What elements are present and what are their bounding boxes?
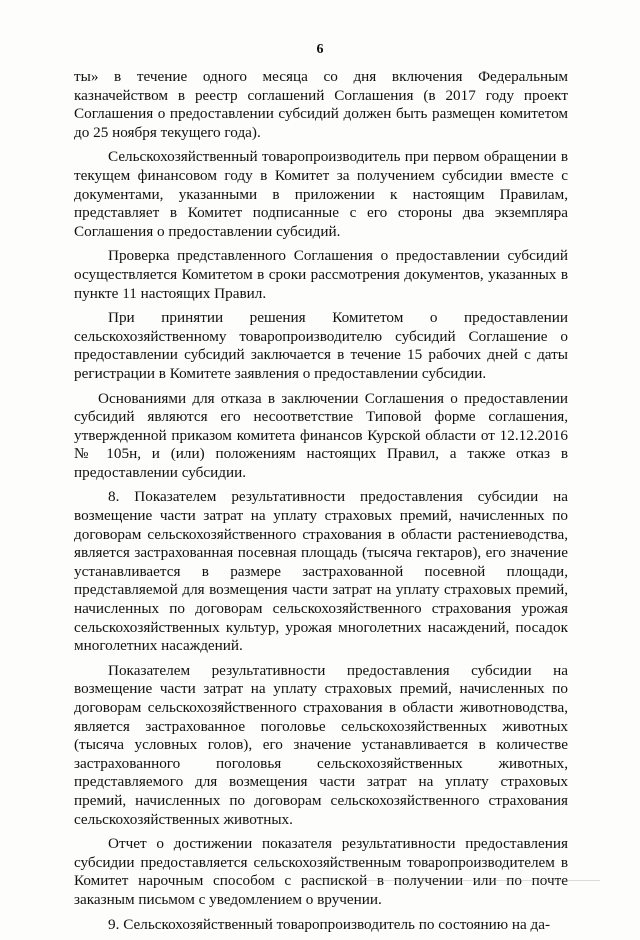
page-number: 6 xyxy=(316,42,324,57)
paragraph-item-8-crop-indicator: 8. Показателем результативности предоставления субсидии на возмещение части затрат на уплату страховых премий, начисленных по договорам сельскохозяйственного страхования в области растениеводства, является застрахованная посевная площадь (тысяча гектаров), его значение устанавливается в размере застрахованной посевной площади, представляемой для возмещения части затрат на уплату страховых премий, начисленных по договорам сельскохозяйственного страхования урожая сельскохозяйственных культур, урожая многолетних насаждений, посадок многолетних насаждений. xyxy=(74,488,568,655)
paragraph-livestock-indicator: Показателем результативности предоставления субсидии на возмещение части затрат на уплату страховых премий, начисленных по договорам сельскохозяйственного страхования в области животноводства, является застрахованное поголовье сельскохозяйственных животных (тысяча условных голов), его значение устанавливается в количестве застрахованного поголовья сельскохозяйственных животных, представляемого для возмещения части затрат на уплату страховых премий, начисленных по договорам сельскохозяйственного страхования сельскохозяйственных животных. xyxy=(74,661,568,828)
paragraph-agreement-conclusion: При принятии решения Комитетом о предоставлении сельскохозяйственному товаропроизводителю субсидий Соглашение о предоставлении субсидий заключается в течение 15 рабочих дней с даты регистрации в Комитете заявления о предоставлении субсидии. xyxy=(74,309,568,382)
paragraph-refusal-grounds: Основаниями для отказа в заключении Соглашения о предоставлении субсидий являются его несоответствие Типовой форме соглашения, утвержденной приказом комитета финансов Курской области от 12.12.2016 № 105н, и (или) положениям настоящих Правил, а также отказ в предоставлении субсидии. xyxy=(74,389,568,481)
paragraph-agreement-check: Проверка представленного Соглашения о предоставлении субсидий осуществляется Комитетом в сроки рассмотрения документов, указанных в пункте 11 настоящих Правил. xyxy=(74,247,568,302)
document-body xyxy=(74,68,568,940)
scan-artifact-line xyxy=(300,880,600,881)
paragraph-agreement-submission: Сельскохозяйственный товаропроизводитель при первом обращении в текущем финансовом году в Комитет за получением субсидии вместе с документами, указанными в приложении к настоящим Правилам, представляет в Комитет подписанные с его стороны два экземпляра Соглашения о предоставлении субсидий. xyxy=(74,148,568,240)
paragraph-continuation: ты» в течение одного месяца со дня включения Федеральным казначейством в реестр соглашений Соглашения (в 2017 году проект Соглашения о предоставлении субсидий должен быть размещен комитетом до 25 ноября текущего года). xyxy=(74,68,568,141)
paragraph-item-9-start: 9. Сельскохозяйственный товаропроизводитель по состоянию на да- xyxy=(108,915,551,933)
paragraph-report-submission: Отчет о достижении показателя результативности предоставления субсидии предоставляется сельскохозяйственным товаропроизводителем в Комитет нарочным способом с распиской в получении или по почте заказным письмом с уведомлением о вручении. xyxy=(74,835,568,908)
